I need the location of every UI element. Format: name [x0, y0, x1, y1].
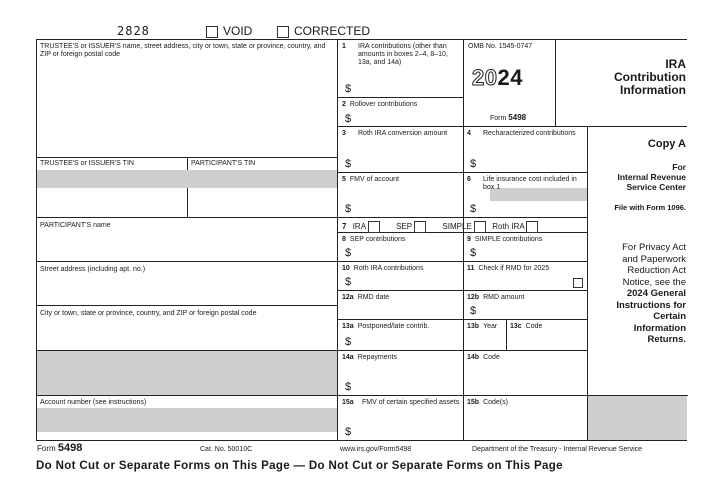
box-13c-code-field[interactable]: [510, 334, 586, 348]
box-6-label: 6 Life insurance cost included in box 1: [467, 176, 577, 191]
footer-website: www.irs.gov/Form5498: [340, 446, 412, 453]
tax-year: [472, 65, 523, 91]
box-13b-year-field[interactable]: [467, 334, 504, 348]
box-5-dollar: $: [345, 203, 352, 215]
box-10-amount-field[interactable]: [356, 275, 460, 288]
box-5-amount-field[interactable]: [356, 202, 460, 215]
city-state-field[interactable]: [40, 322, 330, 346]
box-15a-label: 15a FMV of certain specified assets: [342, 399, 460, 406]
file-with-label: File with Form 1096.: [614, 203, 686, 212]
box-1-dollar: $: [345, 83, 352, 95]
box-3-label: 3 Roth IRA conversion amount: [342, 130, 448, 137]
participant-tin-field[interactable]: [191, 190, 331, 214]
corrected-label: CORRECTED: [294, 24, 371, 38]
copy-a-label: Copy A: [647, 138, 686, 150]
void-label: VOID: [223, 24, 253, 38]
box-15b-codes-field[interactable]: [467, 410, 585, 438]
box-1-label: 1 IRA contributions (other than amounts in boxes 2–4, 8–10, 13a, and 14a): [342, 43, 448, 66]
box-13a-dollar: $: [345, 336, 352, 348]
box-9-amount-field[interactable]: [481, 246, 585, 259]
trustee-name-field[interactable]: [40, 70, 330, 150]
box-14b-code-field[interactable]: [467, 366, 585, 392]
trustee-name-label: TRUSTEE'S or ISSUER'S name, street address, city or town, state or province, country, and ZIP or foreign postal code: [40, 43, 326, 58]
box-12a-date-field[interactable]: [342, 304, 460, 317]
box-12b-amount-field[interactable]: [481, 304, 585, 317]
box-2-amount-field[interactable]: [356, 112, 460, 125]
box-1-number: 1: [342, 43, 346, 50]
box-11-rmd-checkbox[interactable]: [573, 278, 583, 288]
omb-number: OMB No. 1545-0747: [468, 43, 533, 50]
account-number-label: Account number (see instructions): [40, 399, 147, 406]
box-15a-amount-field[interactable]: [356, 425, 460, 438]
participant-tin-label: PARTICIPANT'S TIN: [191, 160, 256, 167]
box-7-roth-label: Roth IRA: [492, 222, 525, 232]
shaded-name-area: [37, 351, 337, 395]
participant-name-field[interactable]: [40, 234, 330, 258]
box-8-dollar: $: [345, 247, 352, 259]
form-title: IRA Contribution Information: [614, 57, 686, 97]
box-7-sep-checkbox[interactable]: [414, 221, 426, 233]
box-7-ira-checkbox[interactable]: [368, 221, 380, 233]
box-13c-label: 13c Code: [510, 323, 543, 330]
box-3-amount-field[interactable]: [356, 157, 460, 170]
footer-form-id: Form 5498: [37, 442, 83, 454]
box-14a-label: 14a Repayments: [342, 354, 397, 361]
box-12b-dollar: $: [470, 305, 477, 317]
box-15b-label: 15b Code(s): [467, 399, 508, 406]
box-5-label: 5 FMV of account: [342, 176, 399, 183]
box-9-dollar: $: [470, 247, 477, 259]
box-9-label: 9 SIMPLE contributions: [467, 236, 543, 243]
box-14b-label: 14b Code: [467, 354, 500, 361]
box-10-dollar: $: [345, 276, 352, 288]
city-state-label: City or town, state or province, country, and ZIP or foreign postal code: [40, 310, 257, 317]
box-7-ira-label: IRA: [352, 222, 366, 232]
box-6-amount-field[interactable]: [481, 202, 585, 215]
footer-department: Department of the Treasury - Internal Revenue Service: [472, 446, 643, 453]
box-14a-amount-field[interactable]: [356, 380, 460, 393]
omb-form-label: Form 5498: [490, 113, 527, 122]
box-3-dollar: $: [345, 158, 352, 170]
box-12b-label: 12b RMD amount: [467, 294, 525, 301]
box-14a-dollar: $: [345, 381, 352, 393]
form-code: 2828: [117, 24, 150, 38]
corrected-checkbox[interactable]: [277, 26, 289, 38]
box-7-simple-label: SIMPLE: [442, 222, 472, 232]
box-11-label: 11 Check if RMD for 2025: [467, 265, 550, 272]
box-12a-label: 12a RMD date: [342, 294, 390, 301]
void-checkbox[interactable]: [206, 26, 218, 38]
trustee-tin-label: TRUSTEE'S or ISSUER'S TIN: [40, 160, 134, 167]
box-7-roth-checkbox[interactable]: [526, 221, 538, 233]
box-8-amount-field[interactable]: [356, 246, 460, 259]
participant-name-label: PARTICIPANT'S name: [40, 222, 111, 229]
box-4-amount-field[interactable]: [481, 157, 585, 170]
box-13a-amount-field[interactable]: [356, 335, 460, 348]
street-address-label: Street address (including apt. no.): [40, 266, 146, 273]
box-8-label: 8 SEP contributions: [342, 236, 406, 243]
box-7-simple-checkbox[interactable]: [474, 221, 486, 233]
shaded-right-area: [588, 396, 687, 440]
box-2-label: 2 Rollover contributions: [342, 101, 418, 108]
box-7-sep-label: SEP: [396, 222, 412, 232]
box-2-dollar: $: [345, 113, 352, 125]
tax-year-outline: 20: [472, 65, 498, 90]
shaded-tin-area: [37, 170, 337, 188]
box-1-amount-field[interactable]: [356, 83, 460, 96]
do-not-cut-notice: Do Not Cut or Separate Forms on This Page — Do Not Cut or Separate Forms on This Page: [36, 460, 563, 472]
privacy-act-notice: For Privacy Act and Paperwork Reduction Act Notice, see the 2024 General Instructions for Certain Information Returns.: [616, 242, 686, 345]
copy-a-for: For Internal Revenue Service Center: [617, 162, 686, 192]
box-4-label: 4 Recharacterized contributions: [467, 130, 576, 137]
footer-cat-no: Cat. No. 50010C: [200, 446, 253, 453]
street-address-field[interactable]: [40, 278, 330, 302]
trustee-tin-field[interactable]: [40, 190, 180, 214]
box-13a-label: 13a Postponed/late contrib.: [342, 323, 430, 330]
account-number-field[interactable]: [40, 410, 330, 432]
box-7-row: 7 IRA SEP SIMPLE Roth IRA: [342, 221, 587, 233]
box-13b-label: 13b Year: [467, 323, 498, 330]
box-15a-dollar: $: [345, 426, 352, 438]
box-10-label: 10 Roth IRA contributions: [342, 265, 424, 272]
tax-year-bold: 24: [497, 65, 523, 90]
box-6-dollar: $: [470, 203, 477, 215]
box-4-dollar: $: [470, 158, 477, 170]
